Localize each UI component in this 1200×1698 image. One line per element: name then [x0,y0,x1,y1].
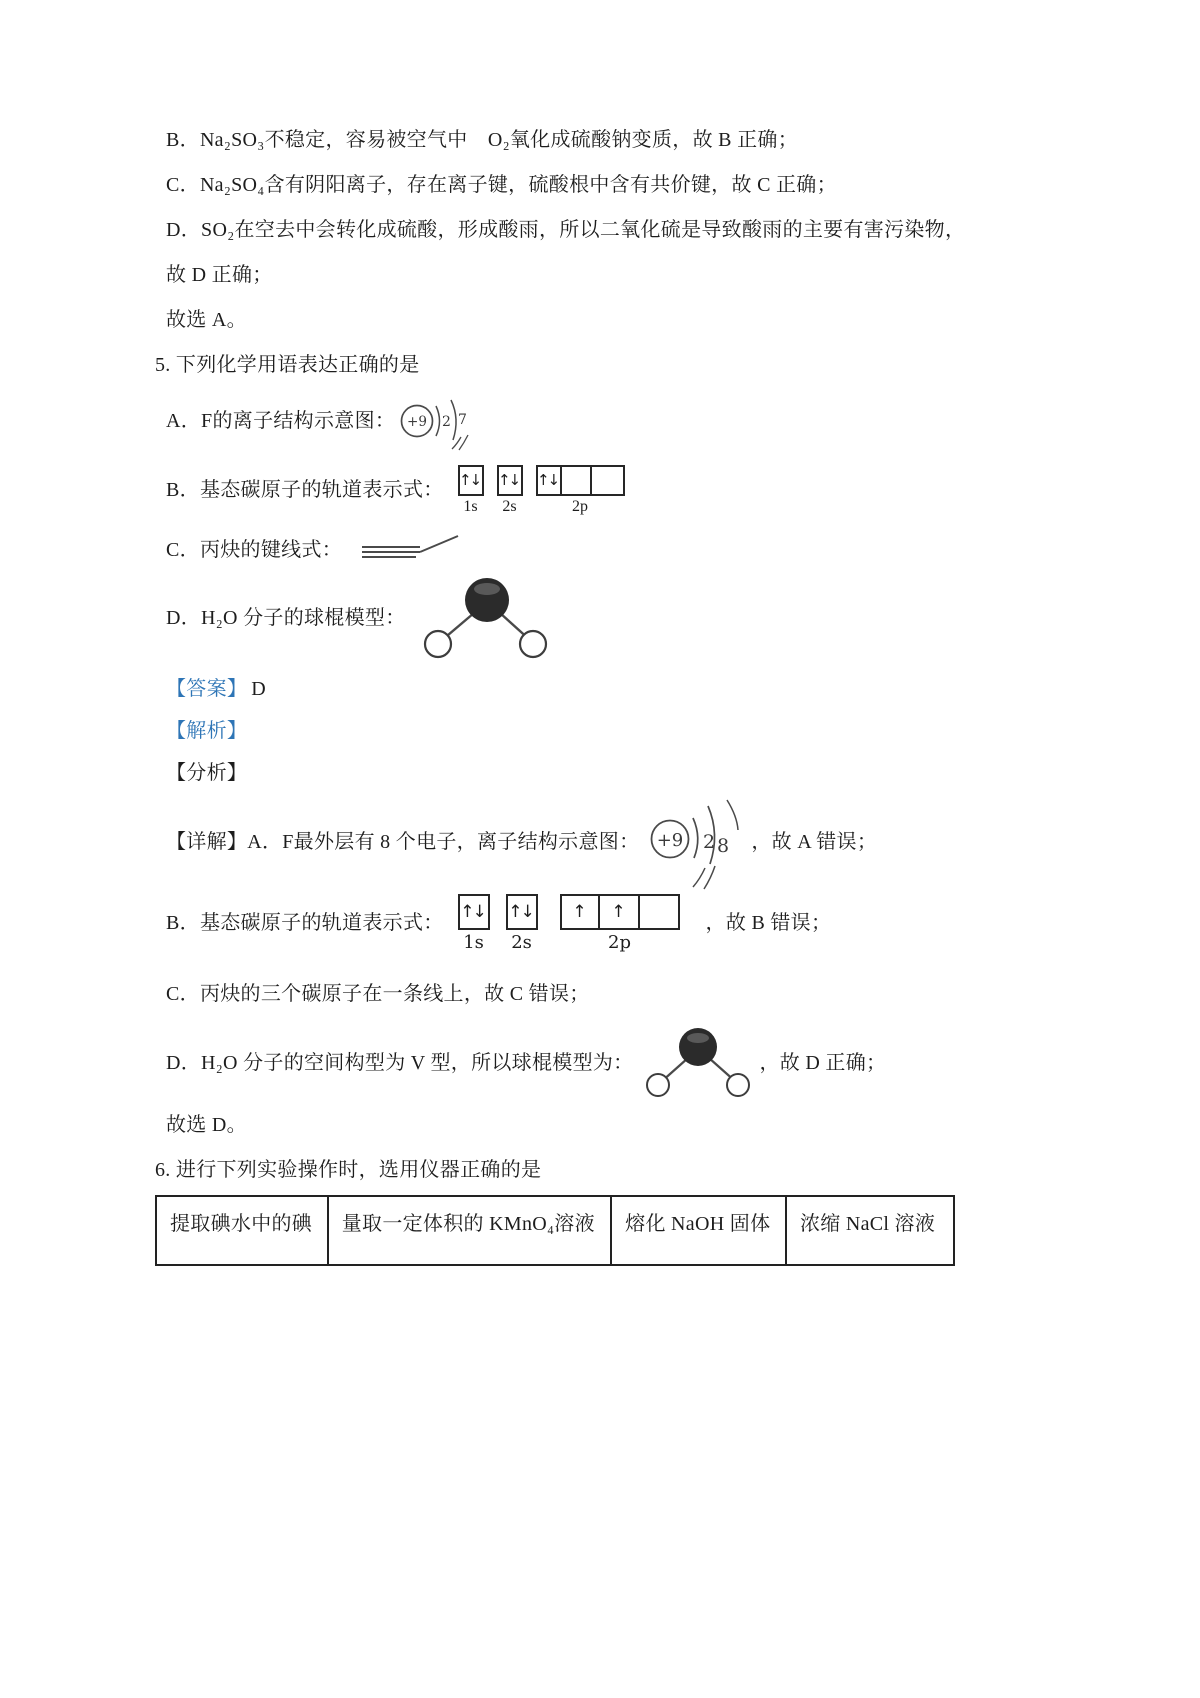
ion-structure-diagram-detail [645,792,745,892]
jiexi-label: 【解析】 [166,720,248,742]
answer-label: 【答案】 [166,678,248,700]
orbital-label-1s: 1s [463,931,484,953]
orbital-2s-group [497,465,523,516]
q5-conclusion: 故选 D。 [166,1114,247,1136]
table-header-row [156,1196,954,1265]
q5-option-a [166,388,955,454]
orbital-box [562,465,592,496]
orbital-box [640,894,680,930]
fenxi-label: 【分析】 [166,762,248,784]
orbital-label-2s: 2s [502,497,517,515]
orbital-2p-group [536,465,625,516]
q6-stem: 6. 进行下列实验操作时，选用仪器正确的是 [155,1159,542,1181]
orbital-box [592,465,625,496]
q5-option-c-label: C．丙炔的键线式： [166,539,343,561]
detail-a-prefix: 【详解】A．F最外层有 8 个电子，离子结构示意图： [166,831,640,853]
detail-d-row [166,1023,955,1103]
orbital-label-2p: 2p [572,497,589,515]
table-header-cell: 浓缩 NaCl 溶液 [786,1196,954,1265]
ball-stick-model-detail [641,1025,751,1101]
answer-row [166,668,955,710]
detail-d-suffix: ，故 D 正确； [759,1052,887,1074]
detail-a-row [166,794,955,890]
detail-b-suffix: ，故 B 错误； [705,912,832,934]
answer-value: D [251,678,266,700]
q5-option-c [166,528,955,572]
orbital-diagram-option [458,465,638,516]
detail-d-prefix: D．H₂O 分子的空间构型为 V 型，所以球棍模型为： [166,1052,634,1074]
svg-text:8: 8 [717,835,730,857]
q5-stem: 5. 下列化学用语表达正确的是 [155,354,420,376]
analysis-line-d: D．SO₂在空去中会转化成硫酸，形成酸雨，所以二氧化硫是导致酸雨的主要有害污染物， [166,219,966,241]
orbital-box: ↑↓ [497,465,523,496]
table-header-cell: 熔化 NaOH 固体 [611,1196,786,1265]
q5-option-d [166,574,955,662]
svg-text:2: 2 [442,414,452,430]
analysis-line-b: B．Na₂SO₃不稳定，容易被空气中 O₂氧化成硫酸钠变质，故 B 正确； [166,129,799,151]
orbital-diagram-detail [458,894,696,953]
orbital-2s-group [506,894,538,953]
detail-a-suffix: ，故 A 错误； [751,831,878,853]
table-header-cell: 提取碘水中的碘 [156,1196,328,1265]
q5-option-b [166,460,955,520]
detail-b-prefix: B．基态碳原子的轨道表示式： [166,912,444,934]
ball-stick-model-option [416,573,548,663]
detail-c-line: C．丙炔的三个碳原子在一条线上，故 C 错误； [166,983,590,1005]
orbital-box: ↑↓ [458,465,484,496]
orbital-box: ↑↓ [506,894,538,930]
orbital-1s-group [458,465,484,516]
analysis-line-d-cont: 故 D 正确； [166,264,273,286]
orbital-box: ↑↓ [458,894,490,930]
table-header-cell: 量取一定体积的 KMnO₄溶液 [328,1196,611,1265]
orbital-label-1s: 1s [463,497,478,515]
orbital-box: ↑↓ [536,465,562,496]
orbital-label-2s: 2s [511,931,532,953]
q5-option-b-label: B．基态碳原子的轨道表示式： [166,479,444,501]
detail-b-row [166,890,955,956]
q6-options-table [155,1195,955,1266]
q5-option-d-label: D．H₂O 分子的球棍模型： [166,607,406,629]
svg-text:7: 7 [458,412,468,428]
ion-structure-diagram-option [395,389,479,453]
orbital-box: ↑ [600,894,640,930]
q5-option-a-label: A．F的离子结构示意图： [166,410,396,432]
orbital-label-2p: 2p [608,931,632,953]
orbital-2p-group [560,894,680,953]
orbital-box: ↑ [560,894,600,930]
svg-text:2: 2 [703,831,716,853]
analysis-line-c: C．Na₂SO₄含有阴阳离子，存在离子键，硫酸根中含有共价键，故 C 正确； [166,174,837,196]
q4-conclusion: 故选 A。 [166,309,247,331]
orbital-1s-group [458,894,490,953]
bond-line-diagram [356,529,466,571]
svg-text:+9: +9 [407,414,428,430]
svg-text:+9: +9 [657,830,684,851]
page-content [155,118,966,1266]
